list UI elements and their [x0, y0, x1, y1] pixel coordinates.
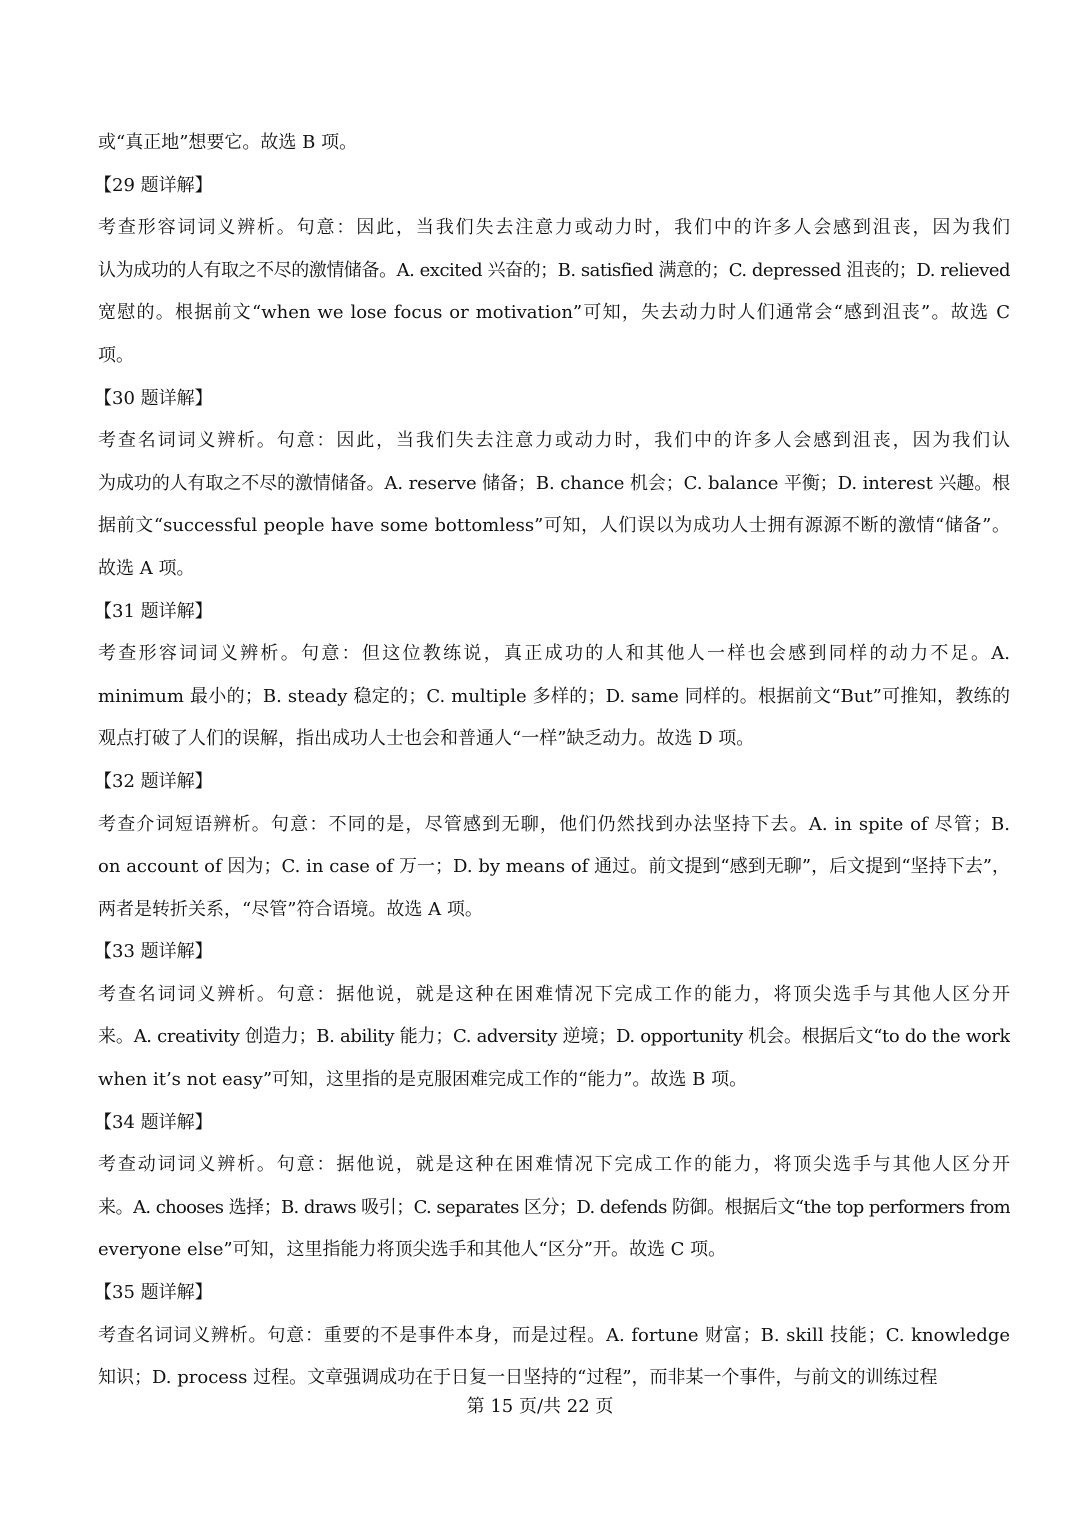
document-body — [94, 122, 1010, 1400]
paragraph-line: 为成功的人有取之不尽的激情储备。A. reserve 储备；B. chance 机会；C. balance 平衡；D. interest 兴趣。根 — [98, 472, 1010, 494]
paragraph-line: 或“真正地”想要它。故选 B 项。 — [98, 132, 358, 153]
paragraph-line: 项。 — [98, 344, 134, 366]
paragraph-line: 考查名词词义辨析。句意：重要的不是事件本身，而是过程。A. fortune 财富；B. skill 技能；C. knowledge — [98, 1324, 1010, 1346]
paragraph-line: 宽慰的。根据前文“when we lose focus or motivation”可知，失去动力时人们通常会“感到沮丧”。故选 C — [98, 302, 1010, 324]
paragraph-line: 来。A. creativity 创造力；B. ability 能力；C. adversity 逆境；D. opportunity 机会。根据后文“to do the work — [98, 1026, 1010, 1048]
page-footer: 第 15 页/共 22 页 — [466, 1396, 614, 1417]
question-heading: 【29 题详解】 — [94, 174, 213, 196]
paragraph-line: 据前文“successful people have some bottomless”可知，人们误以为成功人士拥有源源不断的激情“储备”。 — [98, 515, 1010, 537]
paragraph-line: 知识；D. process 过程。文章强调成功在于日复一日坚持的“过程”，而非某一个事件，与前文的训练过程 — [98, 1367, 938, 1389]
question-heading: 【33 题详解】 — [94, 941, 213, 963]
paragraph-line: 考查形容词词义辨析。句意：但这位教练说，真正成功的人和其他人一样也会感到同样的动力不足。A. — [98, 643, 1010, 665]
paragraph-line: everyone else”可知，这里指能力将顶尖选手和其他人“区分”开。故选 C 项。 — [98, 1239, 727, 1261]
paragraph-line: 故选 A 项。 — [98, 557, 195, 579]
paragraph-line: on account of 因为；C. in case of 万一；D. by means of 通过。前文提到“感到无聊”，后文提到“坚持下去”， — [98, 856, 1010, 878]
question-heading: 【32 题详解】 — [94, 770, 213, 792]
question-heading: 【30 题详解】 — [94, 387, 213, 409]
paragraph-line: 考查名词词义辨析。句意：因此，当我们失去注意力或动力时，我们中的许多人会感到沮丧，因为我们认 — [98, 430, 1010, 452]
paragraph-line: 考查介词短语辨析。句意：不同的是，尽管感到无聊，他们仍然找到办法坚持下去。A. in spite of 尽管；B. — [98, 813, 1010, 835]
question-heading: 【34 题详解】 — [94, 1111, 213, 1133]
paragraph-line: 考查形容词词义辨析。句意：因此，当我们失去注意力或动力时，我们中的许多人会感到沮丧，因为我们 — [98, 217, 1010, 239]
paragraph-line: 两者是转折关系，“尽管”符合语境。故选 A 项。 — [98, 898, 483, 920]
question-heading: 【35 题详解】 — [94, 1282, 213, 1304]
paragraph-line: 观点打破了人们的误解，指出成功人士也会和普通人“一样”缺乏动力。故选 D 项。 — [98, 728, 755, 750]
paragraph-line: 考查名词词义辨析。句意：据他说，就是这种在困难情况下完成工作的能力，将顶尖选手与其他人区分开 — [98, 983, 1010, 1005]
paragraph-line: 考查动词词义辨析。句意：据他说，就是这种在困难情况下完成工作的能力，将顶尖选手与其他人区分开 — [98, 1154, 1010, 1176]
paragraph-line: 认为成功的人有取之不尽的激情储备。A. excited 兴奋的；B. satisfied 满意的；C. depressed 沮丧的；D. relieved — [98, 259, 1010, 281]
paragraph-line: minimum 最小的；B. steady 稳定的；C. multiple 多样的；D. same 同样的。根据前文“But”可推知，教练的 — [98, 685, 1010, 707]
question-heading: 【31 题详解】 — [94, 600, 213, 622]
paragraph-line: 来。A. chooses 选择；B. draws 吸引；C. separates 区分；D. defends 防御。根据后文“the top performers from — [98, 1196, 1010, 1218]
paragraph-line: when it’s not easy”可知，这里指的是克服困难完成工作的“能力”。故选 B 项。 — [98, 1069, 748, 1091]
